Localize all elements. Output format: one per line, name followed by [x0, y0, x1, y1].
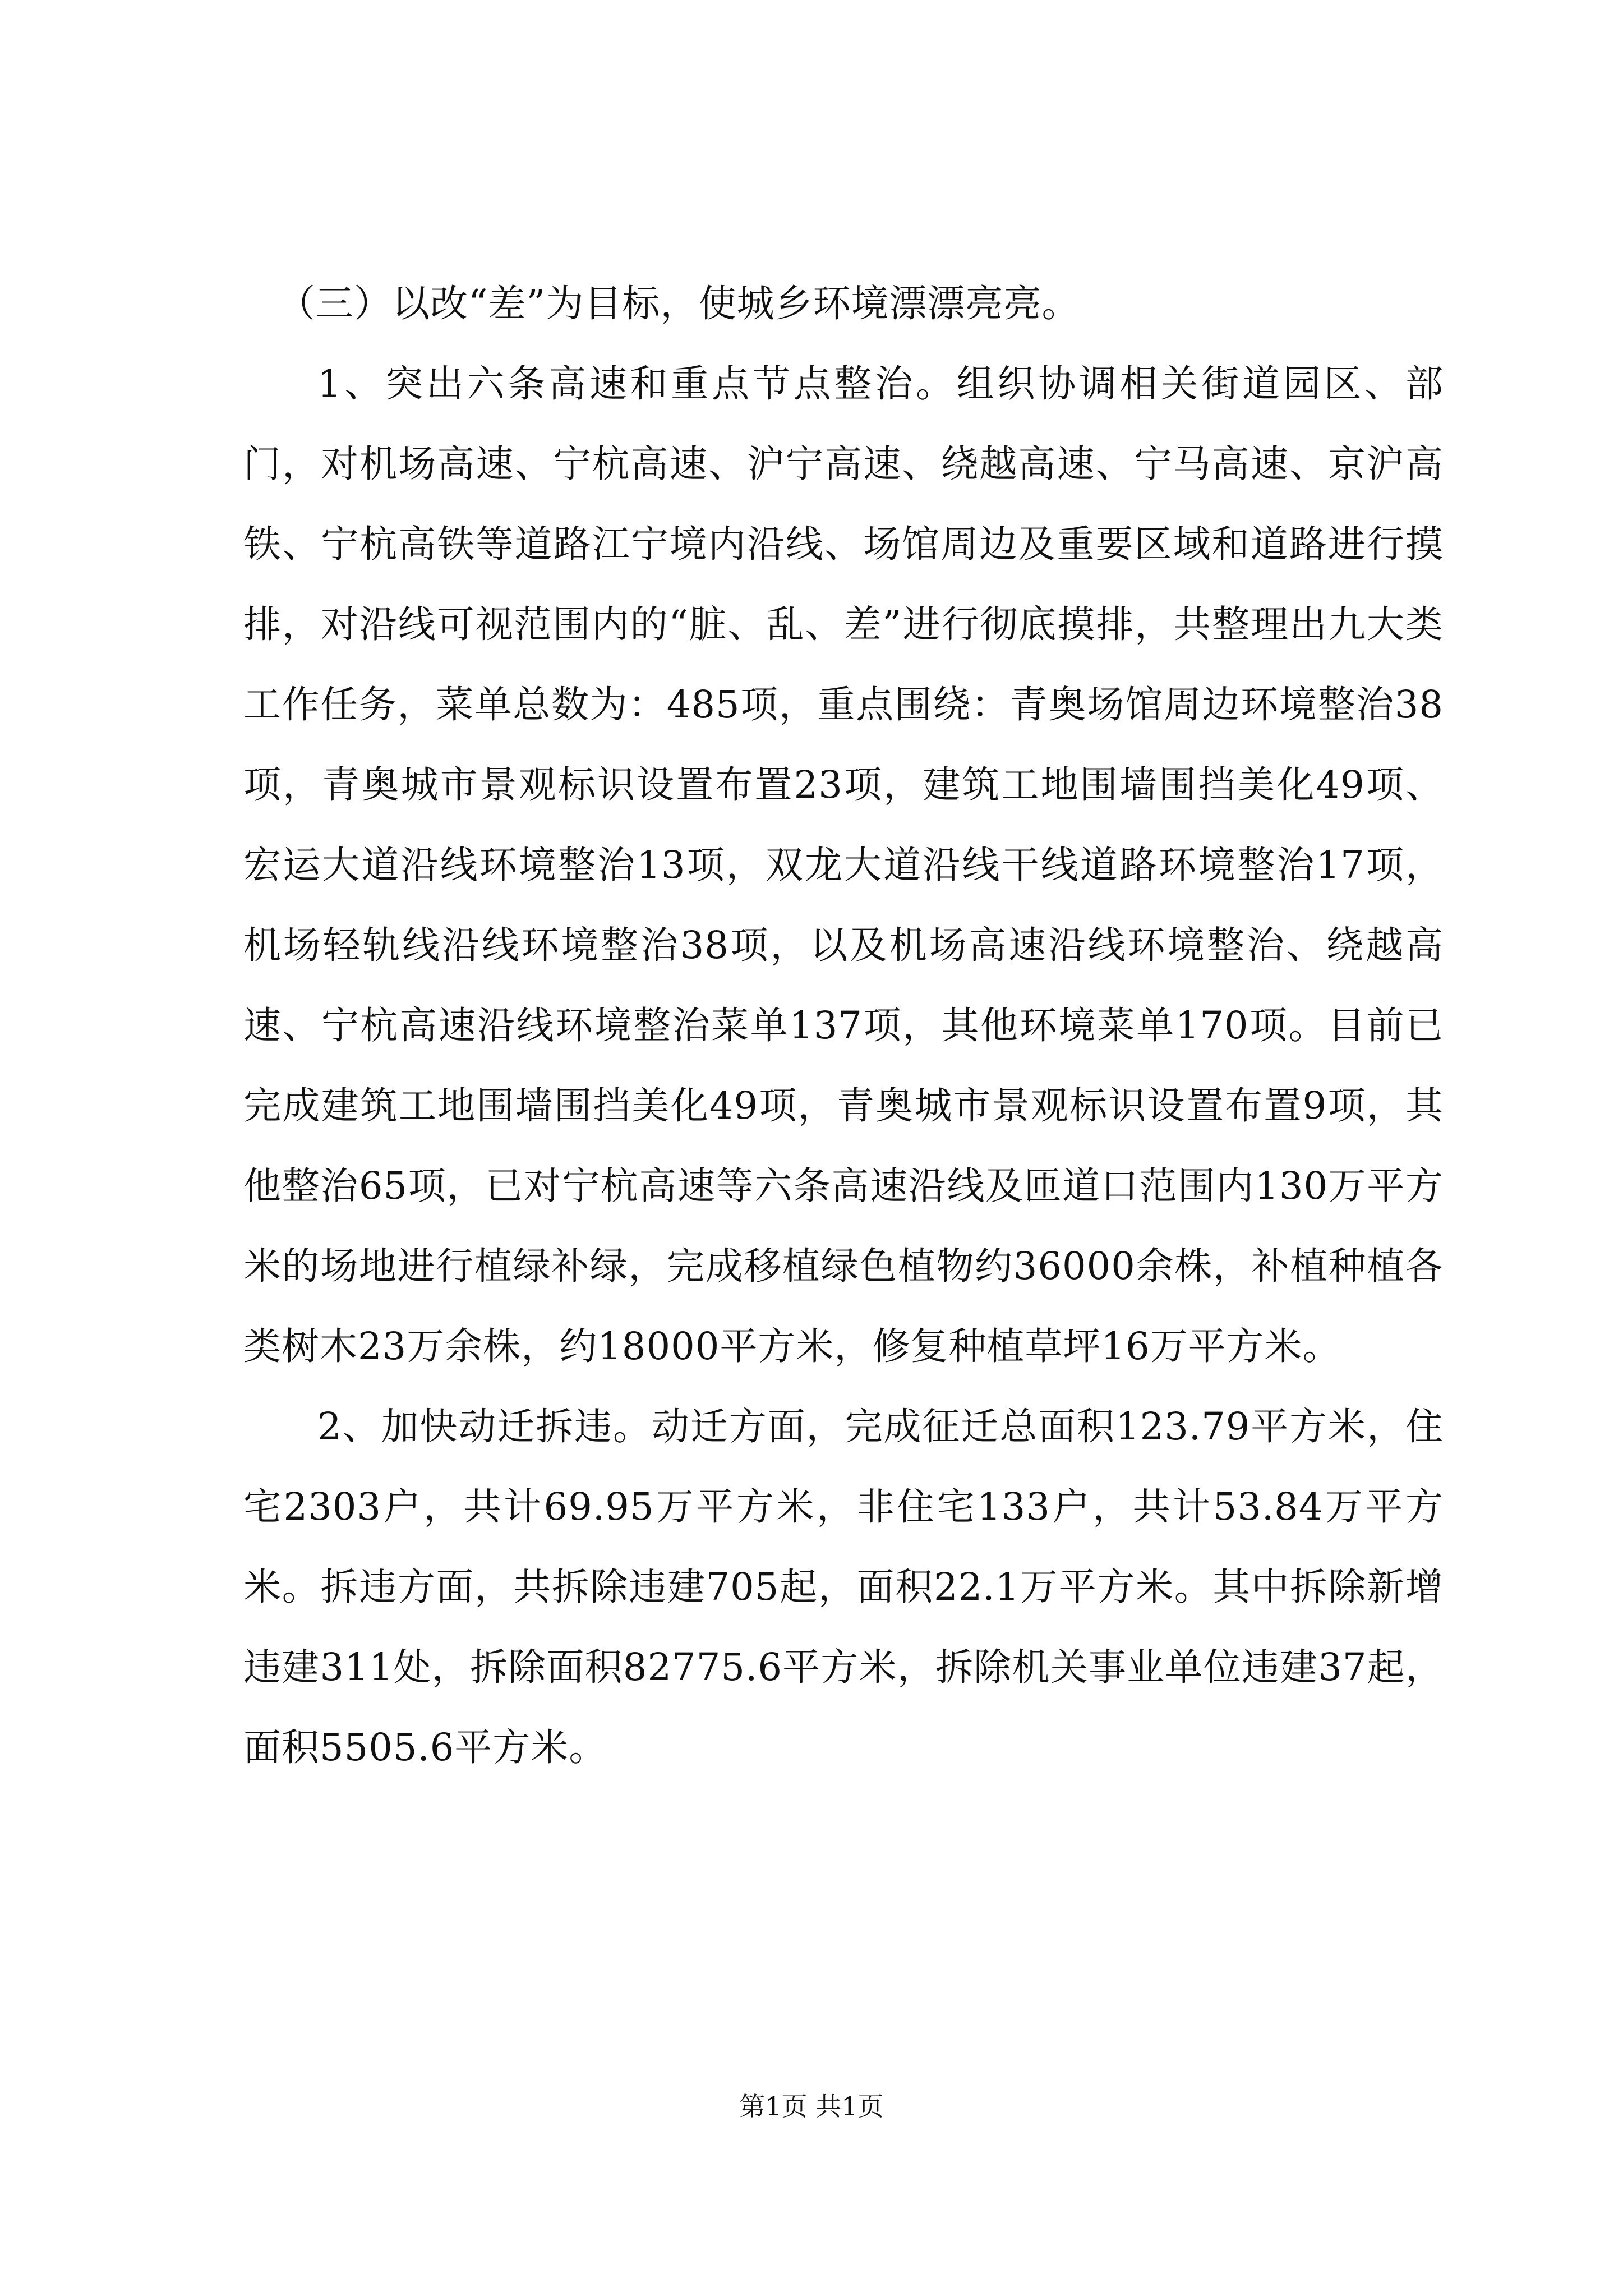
- section-heading: （三）以改“差”为目标，使城乡环境漂漂亮亮。: [278, 282, 1080, 325]
- document-body: [243, 264, 1444, 1788]
- page-footer: 第1页 共1页: [739, 2091, 884, 2122]
- paragraph-1: 1、突出六条高速和重点节点整治。组织协调相关街道园区、部门，对机场高速、宁杭高速、沪宁高速、绕越高速、宁马高速、京沪高铁、宁杭高铁等道路江宁境内沿线、场馆周边及重要区域和道路进行摸排，对沿线可视范围内的“脏、乱、差”进行彻底摸排，共整理出九大类工作任务，菜单总数为：485项，重点围绕：青奥场馆周边环境整治38项，青奥城市景观标识设置布置23项，建筑工地围墙围挡美化49项、宏运大道沿线环境整治13项，双龙大道沿线干线道路环境整治17项，机场轻轨线沿线环境整治38项，以及机场高速沿线环境整治、绕越高速、宁杭高速沿线环境整治菜单137项，其他环境菜单170项。目前已完成建筑工地围墙围挡美化49项，青奥城市景观标识设置布置9项，其他整治65项，已对宁杭高速等六条高速沿线及匝道口范围内130万平方米的场地进行植绿补绿，完成移植绿色植物约36000余株，补植种植各类树木23万余株，约18000平方米，修复种植草坪16万平方米。: [243, 362, 1444, 1368]
- paragraph-2: 2、加快动迁拆违。动迁方面，完成征迁总面积123.79平方米，住宅2303户，共计69.95万平方米，非住宅133户，共计53.84万平方米。拆违方面，共拆除违建705起，面积22.1万平方米。其中拆除新增违建311处，拆除面积82775.6平方米，拆除机关事业单位违建37起，面积5505.6平方米。: [243, 1405, 1444, 1769]
